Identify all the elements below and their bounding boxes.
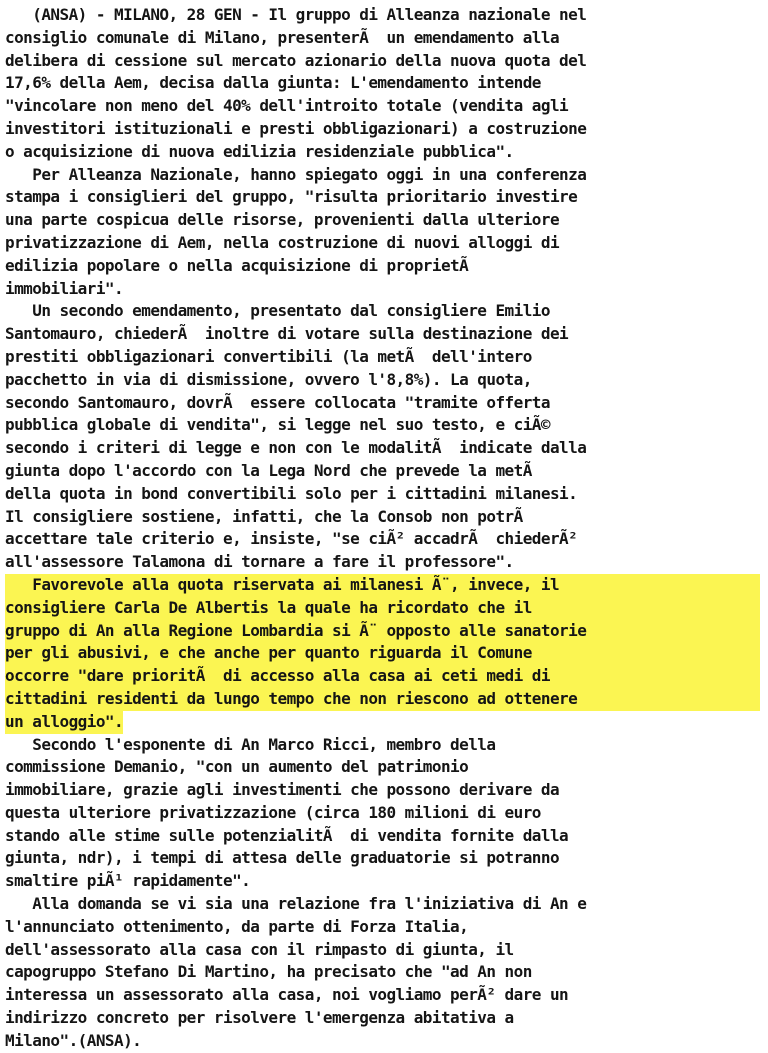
text-line: o acquisizione di nuova edilizia residenziale pubblica". (5, 141, 514, 161)
text-line: Per Alleanza Nazionale, hanno spiegato oggi in una conferenza (5, 164, 587, 184)
text-line: commissione Demanio, "con un aumento del patrimonio (5, 757, 469, 777)
text-line: smaltire piÃ¹ rapidamente". (5, 871, 251, 891)
text-line: accettare tale criterio e, insiste, "se ciÃ² accadrÃ chiederÃ² (5, 529, 578, 549)
article-paragraph (5, 300, 760, 574)
text-line: secondo Santomauro, dovrÃ essere collocata "tramite offerta (5, 392, 550, 412)
text-line: stando alle stime sulle potenzialitÃ di vendita fornite dalla (5, 825, 569, 845)
text-line: secondo i criteri di legge e non con le modalitÃ indicate dalla (5, 438, 587, 458)
text-line: questa ulteriore privatizzazione (circa 180 milioni di euro (5, 802, 541, 822)
text-line: edilizia popolare o nella acquisizione di proprietÃ (5, 255, 478, 275)
highlighted-paragraph (5, 574, 760, 734)
text-line: consiglio comunale di Milano, presenterÃ un emendamento alla (5, 27, 560, 47)
article-paragraph (5, 4, 760, 164)
text-line: l'annunciato ottenimento, da parte di Forza Italia, (5, 916, 469, 936)
text-line: Un secondo emendamento, presentato dal consigliere Emilio (5, 301, 550, 321)
article-paragraph (5, 893, 760, 1053)
news-article (5, 4, 760, 1053)
text-line: Santomauro, chiederÃ inoltre di votare sulla destinazione dei (5, 324, 569, 344)
text-line: delibera di cessione sul mercato azionario della nuova quota del (5, 50, 587, 70)
text-line: della quota in bond convertibili solo per i cittadini milanesi. (5, 483, 578, 503)
text-line: Secondo l'esponente di An Marco Ricci, membro della (5, 734, 496, 754)
text-line: (ANSA) - MILANO, 28 GEN - Il gruppo di Alleanza nazionale nel (5, 5, 587, 24)
text-line: Il consigliere sostiene, infatti, che la Consob non potrÃ (5, 506, 532, 526)
text-line: indirizzo concreto per risolvere l'emergenza abitativa a (5, 1008, 514, 1028)
text-line: interessa un assessorato alla casa, noi vogliamo perÃ² dare un (5, 985, 569, 1005)
text-line: "vincolare non meno del 40% dell'introito totale (vendita agli (5, 96, 569, 116)
text-line: stampa i consiglieri del gruppo, "risulta prioritario investire (5, 187, 578, 207)
text-line: una parte cospicua delle risorse, provenienti dalla ulteriore (5, 210, 560, 230)
text-line: un alloggio". (5, 711, 123, 734)
text-line: immobiliari". (5, 278, 124, 298)
text-line: capogruppo Stefano Di Martino, ha precisato che "ad An non (5, 962, 532, 982)
text-line: Alla domanda se vi sia una relazione fra l'iniziativa di An e (5, 894, 587, 914)
text-line: per gli abusivi, e che anche per quanto riguarda il Comune (5, 642, 760, 665)
text-line: gruppo di An alla Regione Lombardia si Ã¨ opposto alle sanatorie (5, 620, 760, 643)
text-line: Favorevole alla quota riservata ai milanesi Ã¨, invece, il (5, 574, 760, 597)
article-paragraph (5, 164, 760, 301)
text-line: immobiliare, grazie agli investimenti che possono derivare da (5, 780, 560, 800)
text-line: 17,6% della Aem, decisa dalla giunta: L'emendamento intende (5, 73, 541, 93)
text-line: pubblica globale di vendita", si legge nel suo testo, e ciÃ© (5, 415, 550, 435)
text-line: dell'assessorato alla casa con il rimpasto di giunta, il (5, 939, 514, 959)
text-line: investitori istituzionali e presti obbligazionari) a costruzione (5, 118, 587, 138)
text-line: pacchetto in via di dismissione, ovvero l'8,8%). La quota, (5, 369, 532, 389)
text-line: all'assessore Talamona di tornare a fare il professore". (5, 552, 514, 572)
text-line: Milano".(ANSA). (5, 1030, 142, 1050)
text-line: consigliere Carla De Albertis la quale ha ricordato che il (5, 597, 760, 620)
text-line: cittadini residenti da lungo tempo che non riescono ad ottenere (5, 688, 760, 711)
text-line: giunta dopo l'accordo con la Lega Nord che prevede la metÃ (5, 460, 541, 480)
text-line: giunta, ndr), i tempi di attesa delle graduatorie si potranno (5, 848, 560, 868)
text-line: privatizzazione di Aem, nella costruzione di nuovi alloggi di (5, 232, 560, 252)
text-line: prestiti obbligazionari convertibili (la metÃ dell'intero (5, 346, 532, 366)
article-paragraph (5, 734, 760, 894)
text-line: occorre "dare prioritÃ di accesso alla casa ai ceti medi di (5, 665, 760, 688)
